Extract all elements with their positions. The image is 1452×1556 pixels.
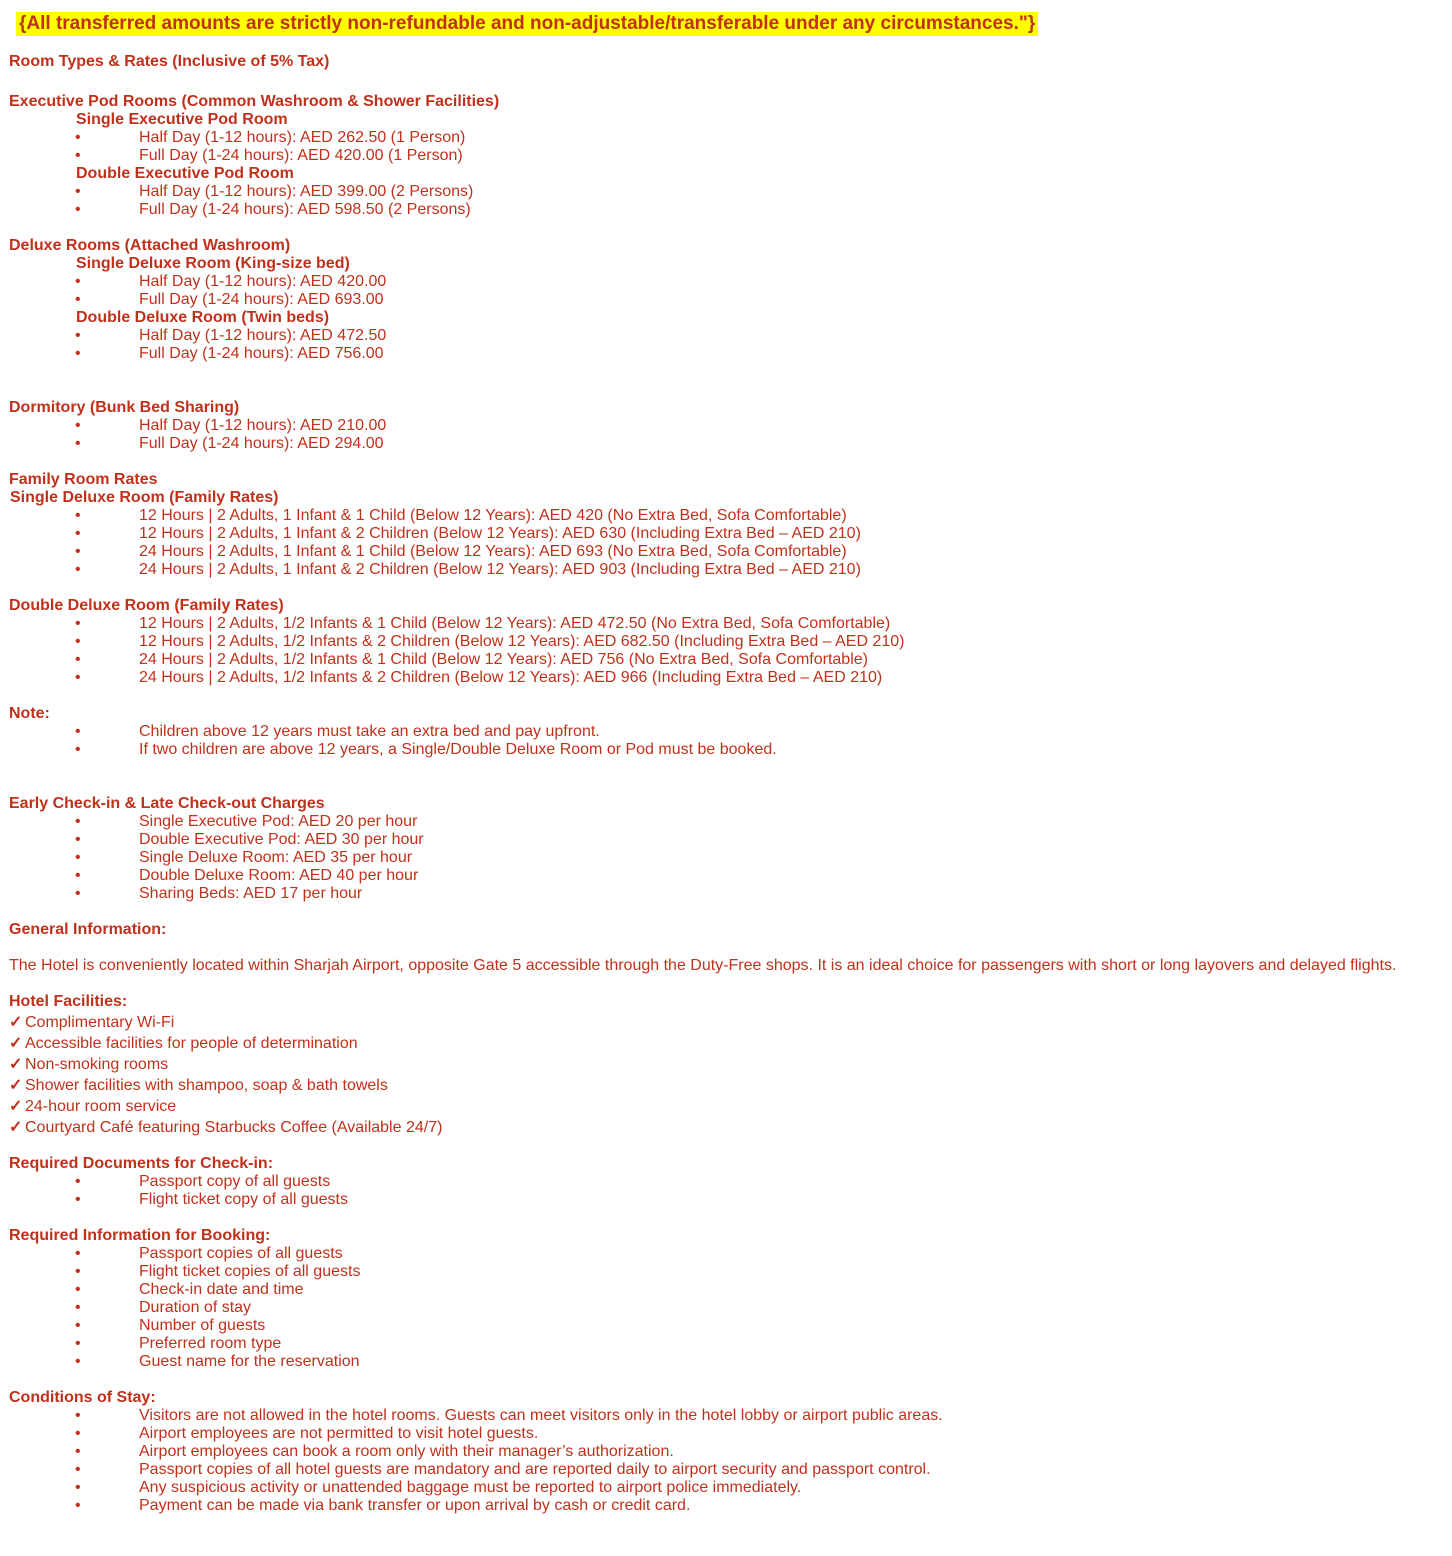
bullet-icon: • xyxy=(75,273,81,290)
list-item: • Children above 12 years must take an extra bed and pay upfront. xyxy=(75,723,600,740)
list-item: • Half Day (1-12 hours): AED 399.00 (2 Persons) xyxy=(75,183,474,200)
bullet-icon: • xyxy=(75,327,81,344)
bullet-icon: • xyxy=(75,345,81,362)
general-info-paragraph: The Hotel is conveniently located within Sharjah Airport, opposite Gate 5 accessible through the Duty-Free shops. It is an ideal choice for passengers with short or long layovers and delayed flights. xyxy=(9,957,1397,974)
section-heading-documents: Required Documents for Check-in: xyxy=(9,1155,274,1172)
bullet-icon: • xyxy=(75,741,81,758)
list-item: • Double Deluxe Room: AED 40 per hour xyxy=(75,867,419,884)
page-title: Room Types & Rates (Inclusive of 5% Tax) xyxy=(9,53,330,70)
facility-item: ✓ Courtyard Café featuring Starbucks Coffee (Available 24/7) xyxy=(9,1119,443,1136)
list-item: • Half Day (1-12 hours): AED 420.00 xyxy=(75,273,387,290)
bullet-icon: • xyxy=(75,525,81,542)
bullet-icon: • xyxy=(75,201,81,218)
section-heading-early-late: Early Check-in & Late Check-out Charges xyxy=(9,795,325,812)
bullet-icon: • xyxy=(75,1335,81,1352)
list-item: • 24 Hours | 2 Adults, 1/2 Infants & 1 Child (Below 12 Years): AED 756 (No Extra Bed, Sofa Comfortable) xyxy=(75,651,868,668)
list-item: • Single Deluxe Room: AED 35 per hour xyxy=(75,849,413,866)
bullet-icon: • xyxy=(75,435,81,452)
section-heading-note: Note: xyxy=(9,705,50,722)
list-item: • Passport copy of all guests xyxy=(75,1173,331,1190)
list-item: • Full Day (1-24 hours): AED 420.00 (1 Person) xyxy=(75,147,463,164)
list-item: • Sharing Beds: AED 17 per hour xyxy=(75,885,363,902)
bullet-icon: • xyxy=(75,867,81,884)
subheading-double-deluxe-family: Double Deluxe Room (Family Rates) xyxy=(9,597,284,614)
section-heading-family: Family Room Rates xyxy=(9,471,158,488)
list-item: • Double Executive Pod: AED 30 per hour xyxy=(75,831,424,848)
section-heading-booking-info: Required Information for Booking: xyxy=(9,1227,271,1244)
bullet-icon: • xyxy=(75,885,81,902)
bullet-icon: • xyxy=(75,1461,81,1478)
bullet-icon: • xyxy=(75,561,81,578)
list-item: • 12 Hours | 2 Adults, 1/2 Infants & 1 Child (Below 12 Years): AED 472.50 (No Extra Bed, Sofa Comfortable) xyxy=(75,615,891,632)
subheading-single-deluxe: Single Deluxe Room (King-size bed) xyxy=(76,255,350,272)
bullet-icon: • xyxy=(75,1353,81,1370)
bullet-icon: • xyxy=(75,1425,81,1442)
list-item: • Full Day (1-24 hours): AED 598.50 (2 Persons) xyxy=(75,201,471,218)
list-item: • Any suspicious activity or unattended baggage must be reported to airport police immediately. xyxy=(75,1479,802,1496)
list-item: • Preferred room type xyxy=(75,1335,282,1352)
list-item: • Full Day (1-24 hours): AED 693.00 xyxy=(75,291,384,308)
list-item: • 12 Hours | 2 Adults, 1 Infant & 2 Children (Below 12 Years): AED 630 (Including Extra Bed – AED 210) xyxy=(75,525,861,542)
list-item: • Full Day (1-24 hours): AED 756.00 xyxy=(75,345,384,362)
bullet-icon: • xyxy=(75,417,81,434)
list-item: • Passport copies of all hotel guests are mandatory and are reported daily to airport security and passport control. xyxy=(75,1461,931,1478)
bullet-icon: • xyxy=(75,1173,81,1190)
bullet-icon: • xyxy=(75,129,81,146)
subheading-double-executive: Double Executive Pod Room xyxy=(76,165,294,182)
bullet-icon: • xyxy=(75,147,81,164)
list-item: • Number of guests xyxy=(75,1317,266,1334)
subheading-single-deluxe-family: Single Deluxe Room (Family Rates) xyxy=(10,489,279,506)
check-icon: ✓ xyxy=(9,1056,23,1073)
bullet-icon: • xyxy=(75,849,81,866)
subheading-single-executive: Single Executive Pod Room xyxy=(76,111,288,128)
list-item: • 12 Hours | 2 Adults, 1 Infant & 1 Child (Below 12 Years): AED 420 (No Extra Bed, Sofa Comfortable) xyxy=(75,507,847,524)
bullet-icon: • xyxy=(75,543,81,560)
bullet-icon: • xyxy=(75,1443,81,1460)
bullet-icon: • xyxy=(75,669,81,686)
list-item: • Airport employees can book a room only with their manager’s authorization. xyxy=(75,1443,674,1460)
section-heading-dormitory: Dormitory (Bunk Bed Sharing) xyxy=(9,399,240,416)
bullet-icon: • xyxy=(75,291,81,308)
list-item: • Flight ticket copy of all guests xyxy=(75,1191,348,1208)
bullet-icon: • xyxy=(75,183,81,200)
bullet-icon: • xyxy=(75,1191,81,1208)
list-item: • Full Day (1-24 hours): AED 294.00 xyxy=(75,435,384,452)
list-item: • If two children are above 12 years, a Single/Double Deluxe Room or Pod must be booked. xyxy=(75,741,777,758)
bullet-icon: • xyxy=(75,615,81,632)
list-item: • Duration of stay xyxy=(75,1299,252,1316)
check-icon: ✓ xyxy=(9,1077,23,1094)
facility-item: ✓ Complimentary Wi-Fi xyxy=(9,1014,175,1031)
bullet-icon: • xyxy=(75,633,81,650)
list-item: • 24 Hours | 2 Adults, 1/2 Infants & 2 Children (Below 12 Years): AED 966 (Including Extra Bed – AED 210) xyxy=(75,669,883,686)
list-item: • Half Day (1-12 hours): AED 262.50 (1 Person) xyxy=(75,129,466,146)
bullet-icon: • xyxy=(75,1317,81,1334)
list-item: • Passport copies of all guests xyxy=(75,1245,343,1262)
section-heading-conditions: Conditions of Stay: xyxy=(9,1389,156,1406)
bullet-icon: • xyxy=(75,1245,81,1262)
list-item: • Single Executive Pod: AED 20 per hour xyxy=(75,813,418,830)
check-icon: ✓ xyxy=(9,1035,23,1052)
bullet-icon: • xyxy=(75,1479,81,1496)
bullet-icon: • xyxy=(75,1407,81,1424)
subheading-double-deluxe: Double Deluxe Room (Twin beds) xyxy=(76,309,330,326)
bullet-icon: • xyxy=(75,1281,81,1298)
list-item: • 12 Hours | 2 Adults, 1/2 Infants & 2 Children (Below 12 Years): AED 682.50 (Including Extra Bed – AED 210) xyxy=(75,633,905,650)
facility-item: ✓ Accessible facilities for people of determination xyxy=(9,1035,358,1052)
check-icon: ✓ xyxy=(9,1119,23,1136)
facility-item: ✓ 24-hour room service xyxy=(9,1098,177,1115)
bullet-icon: • xyxy=(75,651,81,668)
bullet-icon: • xyxy=(75,813,81,830)
check-icon: ✓ xyxy=(9,1014,23,1031)
section-heading-general: General Information: xyxy=(9,921,167,938)
bullet-icon: • xyxy=(75,831,81,848)
facility-item: ✓ Shower facilities with shampoo, soap & bath towels xyxy=(9,1077,388,1094)
list-item: • 24 Hours | 2 Adults, 1 Infant & 2 Children (Below 12 Years): AED 903 (Including Extra Bed – AED 210) xyxy=(75,561,861,578)
bullet-icon: • xyxy=(75,1497,81,1514)
bullet-icon: • xyxy=(75,723,81,740)
bullet-icon: • xyxy=(75,507,81,524)
list-item: • Payment can be made via bank transfer or upon arrival by cash or credit card. xyxy=(75,1497,691,1514)
section-heading-executive: Executive Pod Rooms (Common Washroom & Shower Facilities) xyxy=(9,93,500,110)
section-heading-facilities: Hotel Facilities: xyxy=(9,993,128,1010)
section-heading-deluxe: Deluxe Rooms (Attached Washroom) xyxy=(9,237,291,254)
list-item: • Half Day (1-12 hours): AED 472.50 xyxy=(75,327,387,344)
list-item: • Airport employees are not permitted to visit hotel guests. xyxy=(75,1425,539,1442)
list-item: • Half Day (1-12 hours): AED 210.00 xyxy=(75,417,387,434)
check-icon: ✓ xyxy=(9,1098,23,1115)
list-item: • 24 Hours | 2 Adults, 1 Infant & 1 Child (Below 12 Years): AED 693 (No Extra Bed, Sofa Comfortable) xyxy=(75,543,847,560)
list-item: • Flight ticket copies of all guests xyxy=(75,1263,361,1280)
refund-policy-banner: {All transferred amounts are strictly non-refundable and non-adjustable/transferable under any circumstances."} xyxy=(16,12,1038,36)
bullet-icon: • xyxy=(75,1299,81,1316)
list-item: • Visitors are not allowed in the hotel rooms. Guests can meet visitors only in the hotel lobby or airport public areas. xyxy=(75,1407,943,1424)
list-item: • Check-in date and time xyxy=(75,1281,304,1298)
list-item: • Guest name for the reservation xyxy=(75,1353,360,1370)
facility-item: ✓ Non-smoking rooms xyxy=(9,1056,169,1073)
bullet-icon: • xyxy=(75,1263,81,1280)
